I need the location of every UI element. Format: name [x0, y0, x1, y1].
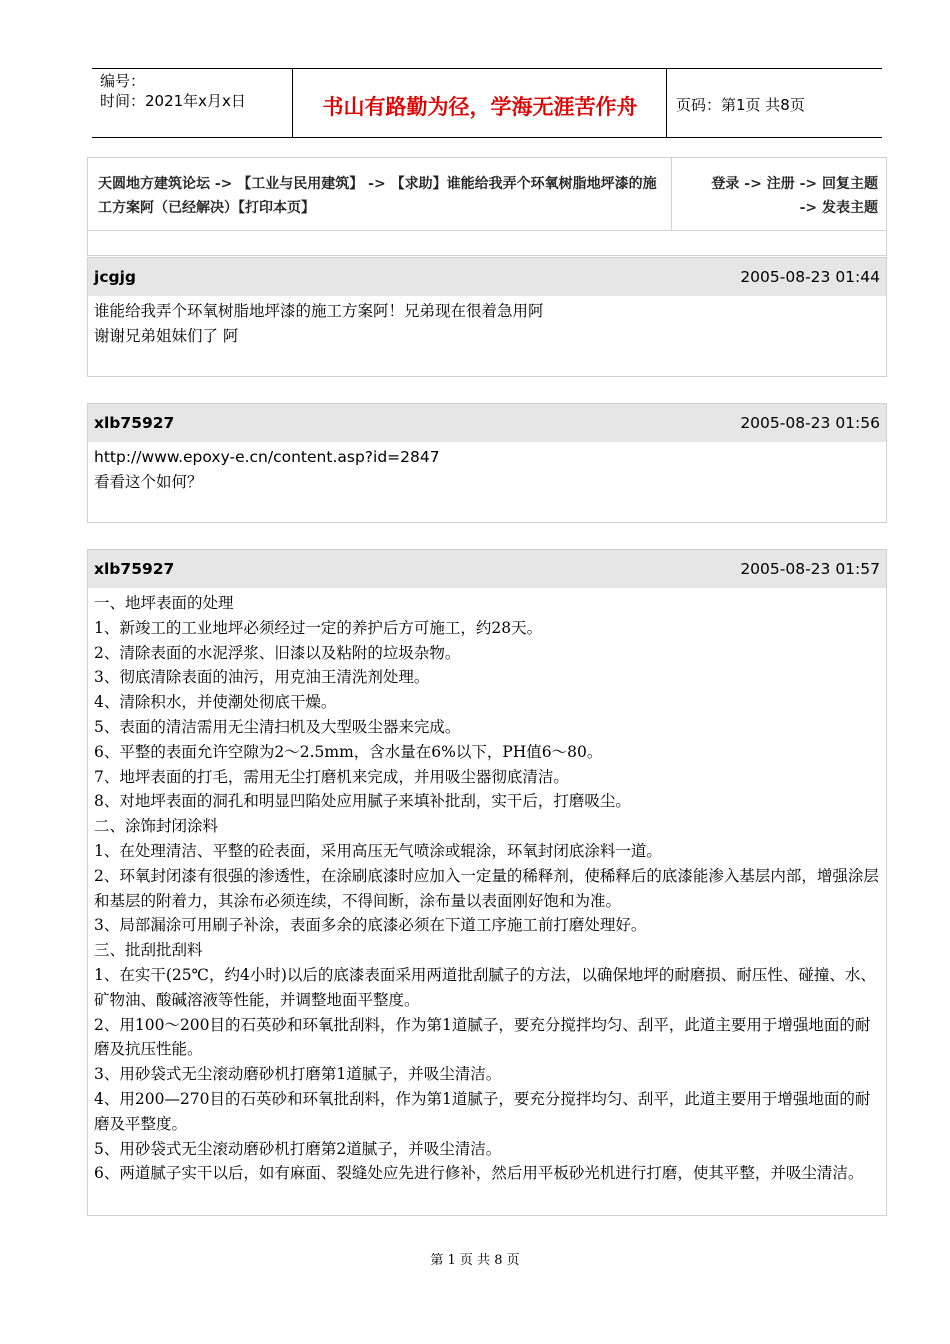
post	[87, 257, 887, 377]
post-line: 1、在处理清洁、平整的砼表面，采用高压无气喷涂或辊涂，环氧封闭底涂料一道。	[94, 841, 662, 860]
post	[87, 403, 887, 523]
post-line: 三、批刮批刮料	[94, 941, 203, 960]
post-line: 7、地坪表面的打毛，需用无尘打磨机来完成，并用吸尘器彻底清洁。	[94, 767, 569, 786]
post-line: 3、用砂袋式无尘滚动磨砂机打磨第1道腻子，并吸尘清洁。	[94, 1065, 502, 1084]
post-line: 3、彻底清除表面的油污，用克油王清洗剂处理。	[94, 668, 430, 687]
time-label: 时间：2021年x月x日	[100, 92, 246, 110]
post-link[interactable]: http://www.epoxy-e.cn/content.asp?id=2847	[94, 448, 440, 466]
post-line: 谢谢兄弟姐妹们了 阿	[94, 326, 239, 345]
nav-divider	[671, 158, 672, 230]
post-line: 4、清除积水，并使潮处彻底干燥。	[94, 693, 337, 712]
post-line: 6、两道腻子实干以后，如有麻面、裂缝处应先进行修补，然后用平板砂光机进行打磨，使其平整，并吸尘清洁。	[94, 1164, 864, 1183]
post-line: 2、清除表面的水泥浮浆、旧漆以及粘附的垃圾杂物。	[94, 643, 461, 662]
post-line: 5、用砂袋式无尘滚动磨砂机打磨第2道腻子，并吸尘清洁。	[94, 1139, 502, 1158]
post-line: 一、地坪表面的处理	[94, 594, 234, 612]
header-page-label: 页码：第1页 共8页	[676, 96, 805, 114]
post	[87, 549, 887, 1216]
post-header	[88, 258, 886, 296]
post-author[interactable]: jcgjg	[94, 268, 137, 286]
post-time: 2005-08-23 01:44	[740, 268, 880, 286]
new-topic-link[interactable]: -> 发表主题	[799, 200, 878, 216]
post-line: 1、在实干(25℃，约4小时)以后的底漆表面采用两道批刮腻子的方法，以确保地坪的耐磨损、耐压性、碰撞、水、矿物油、酸碱溶液等性能，并调整地面平整度。	[94, 965, 876, 1009]
post-time: 2005-08-23 01:57	[740, 560, 880, 578]
post-line: 2、用100～200目的石英砂和环氧批刮料，作为第1道腻子，要充分搅拌均匀、刮平，此道主要用于增强地面的耐磨及抗压性能。	[94, 1015, 871, 1059]
breadcrumb[interactable]: 天圆地方建筑论坛 -> 【工业与民用建筑】 -> 【求助】谁能给我弄个环氧树脂地坪漆的施工方案阿（已经解决）【打印本页】	[98, 176, 657, 216]
number-label: 编号：	[100, 72, 146, 90]
header-motto: 书山有路勤为径，学海无涯苦作舟	[322, 94, 638, 119]
post-line: 3、局部漏涂可用刷子补涂，表面多余的底漆必须在下道工序施工前打磨处理好。	[94, 916, 647, 935]
post-line: 二、涂饰封闭涂料	[94, 817, 219, 836]
post-line: 谁能给我弄个环氧树脂地坪漆的施工方案阿！兄弟现在很着急用阿	[94, 302, 544, 320]
post-line: 6、平整的表面允许空隙为2～2.5mm，含水量在6%以下，PH值6～80。	[94, 742, 603, 761]
post-line: 8、对地坪表面的洞孔和明显凹陷处应用腻子来填补批刮，实干后，打磨吸尘。	[94, 792, 631, 811]
page-footer: 第 1 页 共 8 页	[430, 1253, 520, 1268]
header-divider	[666, 69, 667, 137]
login-register-reply-links[interactable]: 登录 -> 注册 -> 回复主题	[711, 176, 878, 192]
post-line: 4、用200—270目的石英砂和环氧批刮料，作为第1道腻子，要充分搅拌均匀、刮平，此道主要用于增强地面的耐磨及平整度。	[94, 1089, 871, 1133]
post-body	[88, 296, 886, 349]
post-line: 看看这个如何？	[94, 472, 203, 491]
header-divider	[292, 69, 293, 137]
header-meta	[100, 71, 290, 111]
post-body	[88, 588, 886, 1186]
document-header	[92, 68, 882, 138]
post-time: 2005-08-23 01:56	[740, 414, 880, 432]
post-line: 5、表面的清洁需用无尘清扫机及大型吸尘器来完成。	[94, 717, 461, 736]
post-author[interactable]: xlb75927	[94, 414, 175, 432]
post-line: 1、新竣工的工业地坪必须经过一定的养护后方可施工，约28天。	[94, 618, 543, 637]
post-line: 2、环氧封闭漆有很强的渗透性，在涂刷底漆时应加入一定量的稀释剂，使稀释后的底漆能渗入基层内部，增强涂层和基层的附着力，其涂布必须连续，不得间断，涂布量以表面刚好饱和为准。	[94, 866, 879, 910]
post-header	[88, 404, 886, 442]
forum-nav-bar	[87, 157, 887, 231]
nav-spacer	[87, 230, 887, 256]
post-header	[88, 550, 886, 588]
post-body	[88, 442, 886, 495]
nav-actions	[678, 172, 878, 220]
post-author[interactable]: xlb75927	[94, 560, 175, 578]
